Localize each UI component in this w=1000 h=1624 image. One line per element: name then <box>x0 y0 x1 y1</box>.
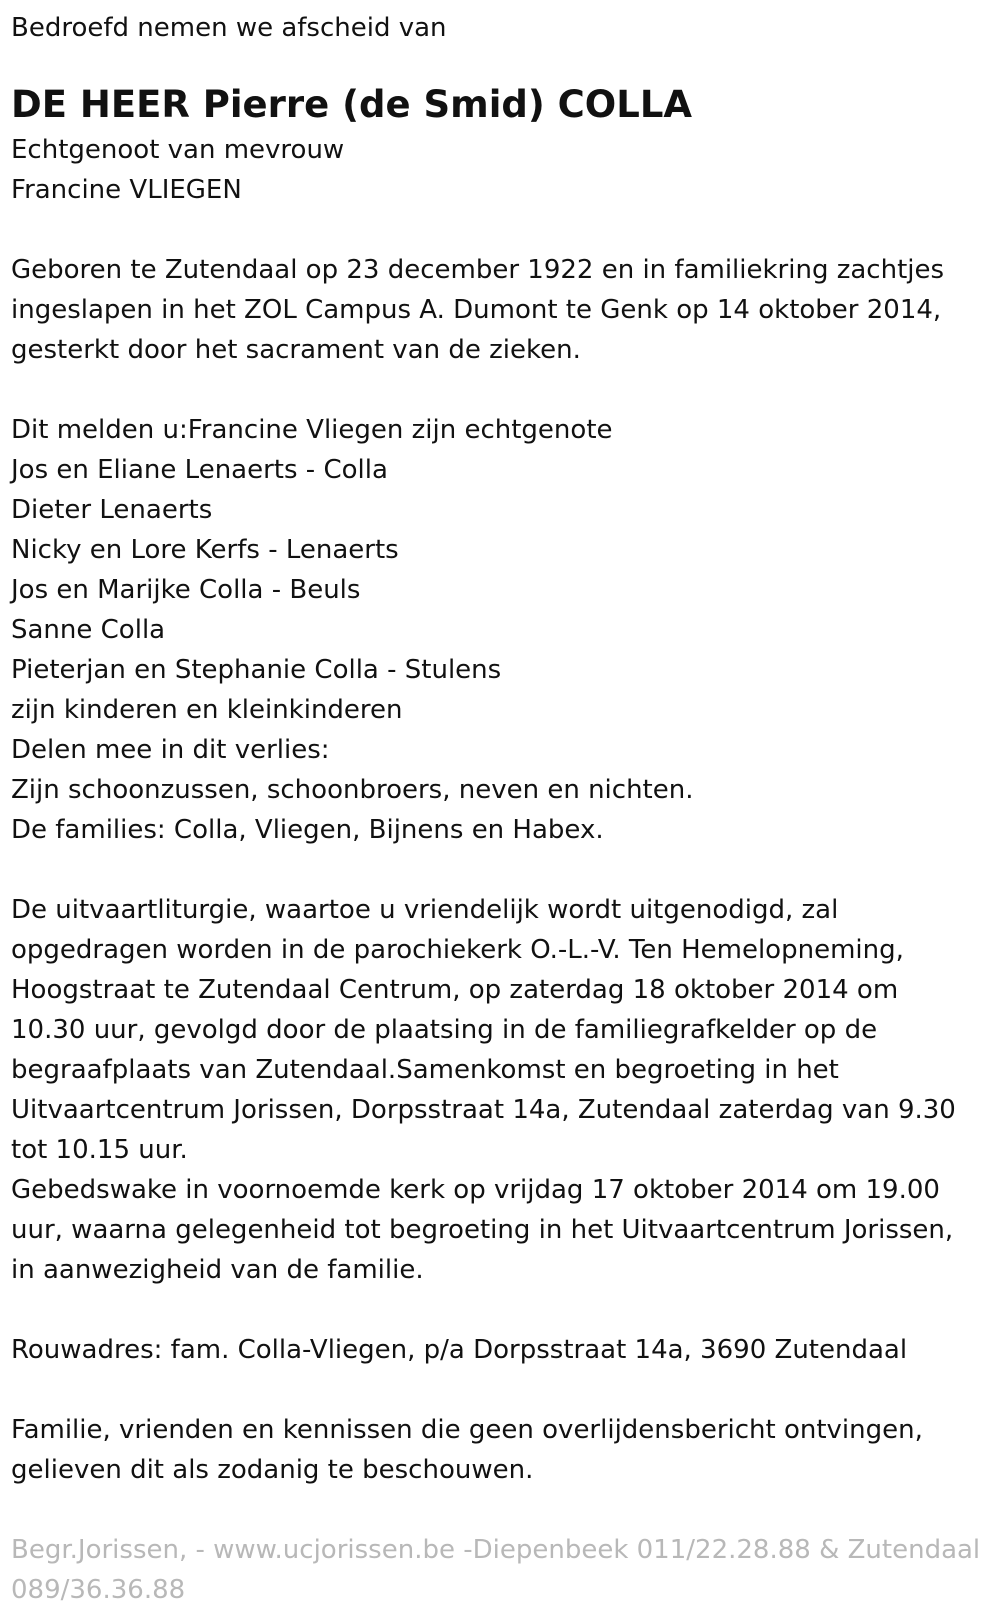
paragraph-line: tot 10.15 uur. <box>11 1135 188 1165</box>
paragraph-line: Geboren te Zutendaal op 23 december 1922 en in familiekring zachtjes <box>11 255 945 285</box>
family-line: Pieterjan en Stephanie Colla - Stulens <box>11 655 502 685</box>
paragraph-line: Familie, vrienden en kennissen die geen overlijdensbericht ontvingen, <box>11 1415 923 1445</box>
spouse-line: Francine VLIEGEN <box>11 175 242 205</box>
family-line: Jos en Marijke Colla - Beuls <box>11 575 361 605</box>
family-line: Nicky en Lore Kerfs - Lenaerts <box>11 535 399 565</box>
paragraph-line: Hoogstraat te Zutendaal Centrum, op zaterdag 18 oktober 2014 om <box>11 975 899 1005</box>
notice-paragraph <box>11 1410 1000 1490</box>
paragraph-line: De uitvaartliturgie, waartoe u vriendelijk wordt uitgenodigd, zal <box>11 895 839 925</box>
family-line: zijn kinderen en kleinkinderen <box>11 695 403 725</box>
paragraph-line: gesterkt door het sacrament van de zieken. <box>11 335 581 365</box>
family-line: Dieter Lenaerts <box>11 495 213 525</box>
family-line: Delen mee in dit verlies: <box>11 735 330 765</box>
paragraph-line: gelieven dit als zodanig te beschouwen. <box>11 1455 534 1485</box>
paragraph-line: Gebedswake in voornoemde kerk op vrijdag 17 oktober 2014 om 19.00 <box>11 1175 940 1205</box>
paragraph-line: uur, waarna gelegenheid tot begroeting in het Uitvaartcentrum Jorissen, <box>11 1215 954 1245</box>
family-line: De families: Colla, Vliegen, Bijnens en Habex. <box>11 815 604 845</box>
intro-text: Bedroefd nemen we afscheid van <box>11 13 447 43</box>
funeral-paragraph <box>11 890 1000 1290</box>
spouse-line: Echtgenoot van mevrouw <box>11 135 345 165</box>
birth-death-paragraph <box>11 250 1000 370</box>
family-line: Zijn schoonzussen, schoonbroers, neven en nichten. <box>11 775 694 805</box>
mourning-address: Rouwadres: fam. Colla-Vliegen, p/a Dorpsstraat 14a, 3690 Zutendaal <box>11 1335 908 1365</box>
paragraph-line: in aanwezigheid van de familie. <box>11 1255 424 1285</box>
family-line: Sanne Colla <box>11 615 166 645</box>
funeral-home-footer <box>11 1530 1000 1610</box>
footer-line: Begr.Jorissen, - www.ucjorissen.be -Diepenbeek 011/22.28.88 & Zutendaal <box>11 1535 981 1565</box>
paragraph-line: 10.30 uur, gevolgd door de plaatsing in de familiegrafkelder op de <box>11 1015 878 1045</box>
paragraph-line: Uitvaartcentrum Jorissen, Dorpsstraat 14a, Zutendaal zaterdag van 9.30 <box>11 1095 956 1125</box>
deceased-name: DE HEER Pierre (de Smid) COLLA <box>11 83 693 126</box>
family-line: Jos en Eliane Lenaerts - Colla <box>11 455 388 485</box>
paragraph-line: ingeslapen in het ZOL Campus A. Dumont te Genk op 14 oktober 2014, <box>11 295 942 325</box>
footer-line: 089/36.36.88 <box>11 1575 186 1605</box>
family-list <box>11 410 1000 850</box>
paragraph-line: begraafplaats van Zutendaal.Samenkomst en begroeting in het <box>11 1055 839 1085</box>
paragraph-line: opgedragen worden in de parochiekerk O.-L.-V. Ten Hemelopneming, <box>11 935 904 965</box>
family-line: Dit melden u:Francine Vliegen zijn echtgenote <box>11 415 613 445</box>
spouse-block <box>11 130 1000 210</box>
